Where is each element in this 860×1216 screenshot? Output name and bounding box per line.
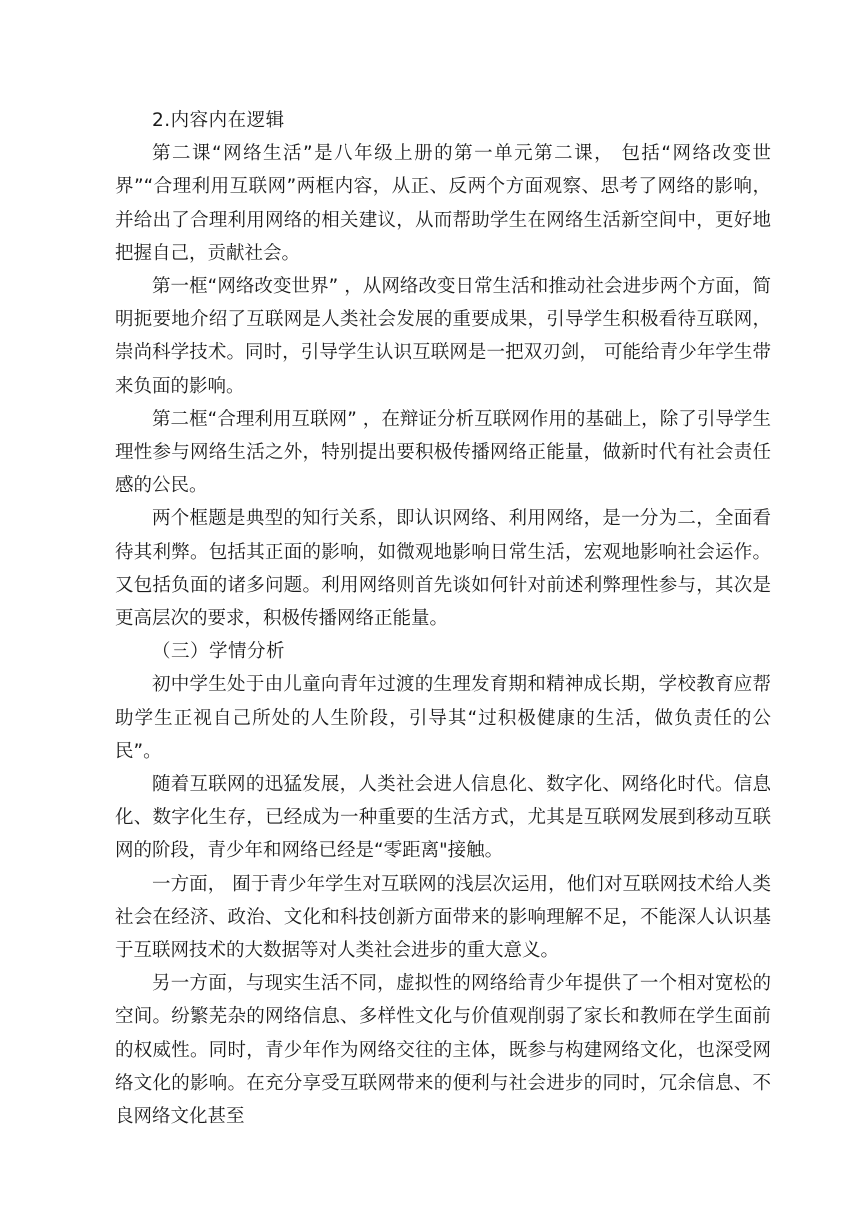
document-body xyxy=(115,104,771,1133)
paragraph-student-stage: 初中学生处于由儿童向青年过渡的生理发育期和精神成长期，学校教育应帮助学生正视自己所处的人生阶段，引导其“过积极健康的生活，做负责任的公民”。 xyxy=(115,674,771,762)
paragraph-first-frame: 第一框“网络改变世界” ，从网络改变日常生活和推动社会进步两个方面，简明扼要地介绍了互联网是人类社会发展的重要成果，引导学生积极看待互联网，崇尚科学技术。同时，引导学生认识互联网是一把双刃剑， 可能给青少年学生带来负面的影响。 xyxy=(115,276,771,397)
paragraph-other-aspect: 另一方面，与现实生活不同，虚拟性的网络给青少年提供了一个相对宽松的空间。纷繁芜杂的网络信息、多样性文化与价值观削弱了家长和教师在学生面前的权威性。同时，青少年作为网络交往的主体，既参与构建网络文化，也深受网络文化的影响。在充分享受互联网带来的便利与社会进步的同时，冗余信息、不良网络文化甚至 xyxy=(115,973,771,1128)
paragraph-lesson-overview: 第二课“网络生活”是八年级上册的第一单元第二课， 包括“网络改变世界”“合理利用互联网”两框内容，从正、反两个方面观察、思考了网络的影响，并给出了合理利用网络的相关建议，从而帮助学生在网络生活新空间中，更好地把握自己，贡献社会。 xyxy=(115,143,771,264)
paragraph-second-frame: 第二框“合理利用互联网” ，在辩证分析互联网作用的基础上，除了引导学生理性参与网络生活之外，特别提出要积极传播网络正能量，做新时代有社会责任感的公民。 xyxy=(115,408,771,497)
paragraph-frame-relationship: 两个框题是典型的知行关系，即认识网络、利用网络，是一分为二，全面看待其利弊。包括其正面的影响，如微观地影响日常生活，宏观地影响社会运作。又包括负面的诸多问题。利用网络则首先谈如何针对前述利弊理性参与，其次是更高层次的要求，积极传播网络正能量。 xyxy=(115,508,771,630)
section-heading-learner-analysis: （三）学情分析 xyxy=(152,641,286,663)
section-heading-content-logic: 2.内容内在逻辑 xyxy=(152,110,285,131)
paragraph-one-aspect: 一方面， 囿于青少年学生对互联网的浅层次运用，他们对互联网技术给人类社会在经济、政治、文化和科技创新方面带来的影响理解不足，不能深人认识基于互联网技术的大数据等对人类社会进步的重大意义。 xyxy=(115,873,771,962)
paragraph-internet-development: 随着互联网的迅猛发展，人类社会进人信息化、数字化、网络化时代。信息化、数字化生存，已经成为一种重要的生活方式，尤其是互联网发展到移动互联网的阶段，青少年和网络已经是“零距离"接触。 xyxy=(115,774,771,862)
